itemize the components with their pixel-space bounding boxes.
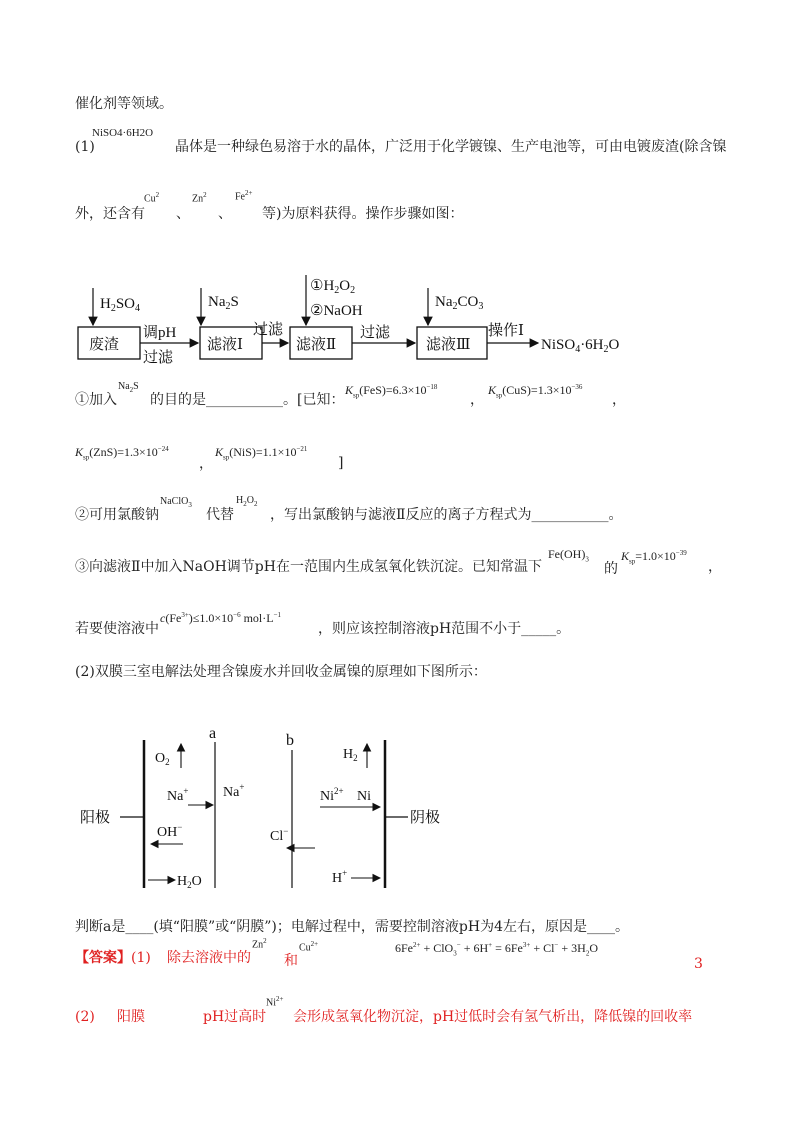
reagent-4-label: $Na_2CO_3$	[435, 294, 484, 312]
na-left-label: Na+	[167, 786, 189, 804]
separator: 、	[176, 206, 190, 222]
answer-tag: 【答案】	[75, 950, 131, 966]
separator: 、	[218, 206, 232, 222]
answer-2-number: (2)	[75, 1009, 95, 1025]
ion-cu: Cu$^2$	[144, 191, 160, 205]
sub2-reagent-h2o2: $H_2O_2$	[236, 495, 258, 508]
electrolysis-diagram	[75, 720, 455, 895]
sub2-text-a: ②可用氯酸钠	[75, 507, 159, 523]
arrow-2-top-label: 过滤	[253, 322, 284, 338]
comma: ，	[470, 392, 484, 408]
sub1-reagent: $Na_2S$	[118, 381, 139, 394]
answer-2-text1: pH过高时	[203, 1009, 267, 1025]
arrow-1-bottom-label: 过滤	[143, 350, 174, 365]
comma: ，	[199, 456, 213, 472]
q1-number: (1)	[75, 139, 95, 155]
answer-1-and: 和	[284, 953, 298, 969]
intro-text: 催化剂等领域。	[75, 96, 173, 112]
q1-text-line1: 晶体是一种绿色易溶于水的晶体，广泛用于化学镀镍、生产电池等，可由电镀废渣(除含镍	[175, 139, 727, 155]
h2-label: $H_2$	[343, 747, 358, 763]
answer-2-ni: $Ni^{2+}$	[266, 995, 284, 1009]
reagent-1-label: $H_2SO_4$	[100, 296, 141, 314]
reagent-2-label: $Na_2S$	[208, 294, 239, 312]
membrane-b-label: b	[286, 732, 294, 749]
ksp-nis: $K_{sp}(NiS)=1.1\times 10^{-21}$	[215, 445, 308, 462]
h2o-label: $H_2O$	[177, 874, 202, 890]
answer-1-zn: Zn$^2$	[252, 937, 267, 951]
box-filtrate-2-label: 滤液Ⅱ	[296, 337, 337, 353]
answer-1-number: (1)	[131, 950, 151, 966]
ksp-zns: $K_{sp}(ZnS)=1.3\times 10^{-24}$	[75, 445, 169, 462]
membrane-a-label: a	[209, 725, 217, 742]
answer-2-membrane: 阳膜	[117, 1009, 145, 1025]
sub2-text-c: ，写出氯酸钠与滤液Ⅱ反应的离子方程式为___________。	[270, 507, 623, 523]
box-filtrate-3-label: 滤液Ⅲ	[426, 337, 471, 353]
q2-text: (2)双膜三室电解法处理含镍废水并回收金属镍的原理如下图所示：	[75, 664, 487, 680]
sub2-reagent-naclo3: NaClO$_3$	[160, 496, 192, 509]
sub3-ksp: $K_{sp}=1.0\times 10^{-39}$	[621, 549, 687, 566]
arrow-1-top-label: 调pH	[143, 325, 177, 341]
answer-1-cu: $Cu^{2+}$	[299, 940, 319, 954]
h-label: H+	[332, 868, 348, 886]
arrow-3-top-label: 过滤	[360, 325, 391, 341]
q1-formula: NiSO4·6H2O	[92, 127, 154, 139]
answer-1-ph: 3	[694, 956, 703, 972]
sub1-text-b: 的目的是___________。[已知：	[150, 392, 345, 408]
o2-label: $O_2$	[155, 751, 170, 767]
q1-text-line2a: 外，还含有	[75, 206, 145, 222]
sub3-text-a: ③向滤液Ⅱ中加入NaOH调节pH在一范围内生成氢氧化铁沉淀。已知常温下	[75, 559, 542, 575]
sub3-condition: $c(Fe^{3+})\le 1.0\times 10^{-6}$ $mol\cdot L^{-1}$	[160, 611, 282, 625]
sub3-text-e: ，则应该控制溶液pH范围不小于_____。	[318, 621, 571, 637]
oh-label: OH−	[157, 822, 183, 840]
ion-zn: Zn$^2$	[192, 191, 207, 205]
answer-1-text: 除去溶液中的	[167, 950, 251, 966]
box-filtrate-1-label: 滤液Ⅰ	[207, 337, 243, 353]
ksp-fes: $K_{sp}(FeS)=6.3\times 10^{-18}$	[345, 383, 438, 400]
cathode-label: 阴极	[410, 810, 441, 826]
sub3-text-c: ，	[708, 559, 722, 575]
process-flow-diagram	[70, 270, 670, 365]
sub1-text-a: ①加入	[75, 392, 117, 408]
anode-label: 阳极	[80, 810, 111, 826]
reagent-3a-label: $①H_2O_2$	[310, 278, 356, 296]
product-label: $NiSO_4\cdot 6H_2O$	[541, 337, 620, 355]
sub3-text-d: 若要使溶液中	[75, 621, 159, 637]
sub2-text-b: 代替	[206, 507, 234, 523]
na-right-label: Na+	[223, 782, 245, 800]
answer-1-equation: $6Fe^{2+} + ClO_3^- + 6H^+ = 6Fe^{3+} + Cl^- + 3H_2O$	[395, 941, 598, 958]
arrow-4-top-label: 操作Ⅰ	[488, 323, 524, 339]
q2-question: 判断a是____(填“阳膜”或“阴膜”)；电解过程中，需要控制溶液pH为4左右，原因是____。	[75, 919, 629, 935]
answer-2-text2: 会形成氢氧化物沉淀，pH过低时会有氢气析出，降低镍的回收率	[293, 1009, 693, 1025]
sub3-feoh3: $Fe(OH)_3$	[548, 547, 589, 564]
reagent-3b-label: ②NaOH	[310, 303, 363, 319]
cl-label: Cl−	[270, 826, 289, 844]
ion-fe: $Fe^{2+}$	[235, 189, 253, 203]
ni2-label: $Ni^{2+}$	[320, 786, 344, 804]
sub3-text-b: 的	[604, 561, 618, 577]
box-waste-residue-label: 废渣	[89, 337, 120, 353]
q1-text-line2b: 等)为原料获得。操作步骤如图：	[262, 206, 464, 222]
bracket-close: ]	[338, 455, 344, 471]
ksp-cus: $K_{sp}(CuS)=1.3\times 10^{-36}$	[488, 383, 583, 400]
comma: ，	[612, 392, 626, 408]
ni-label: Ni	[357, 789, 371, 804]
